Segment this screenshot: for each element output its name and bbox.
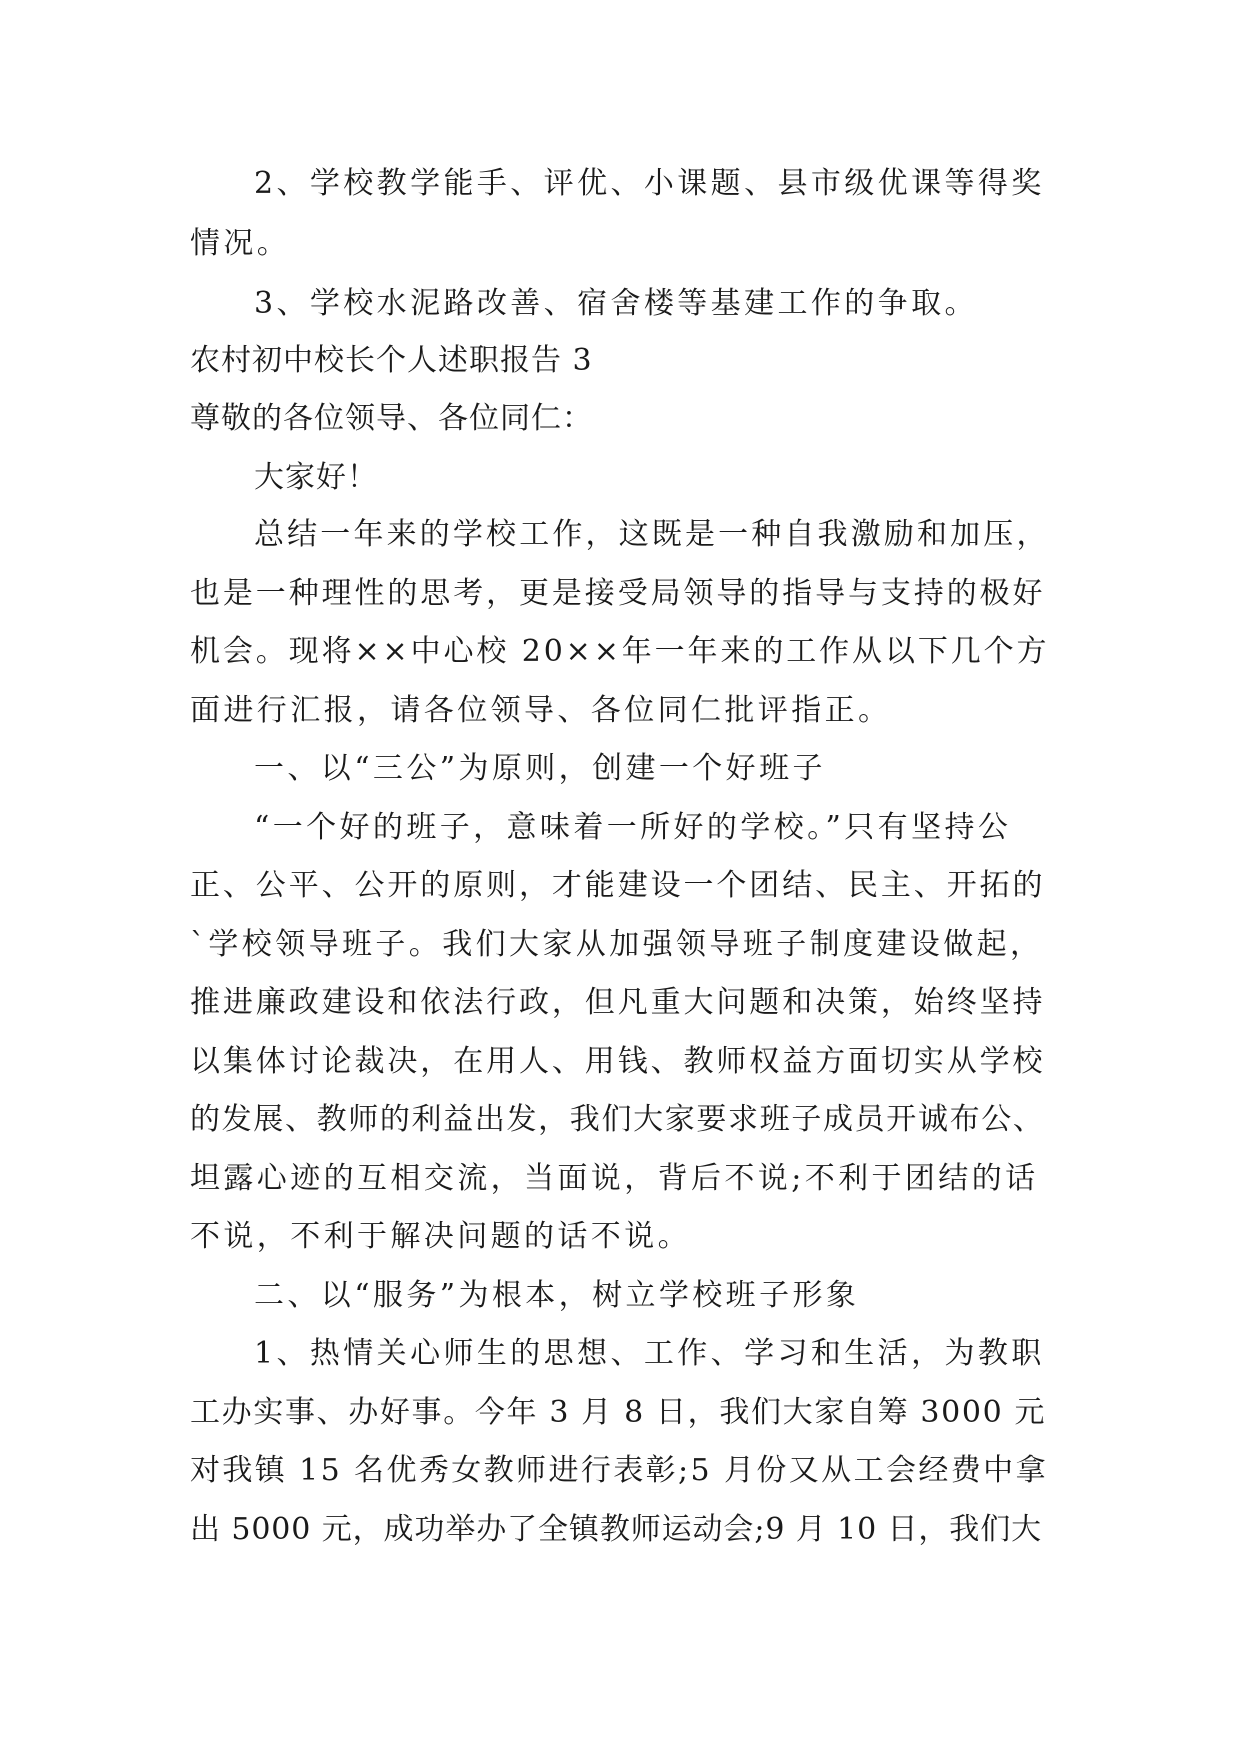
section-title: 农村初中校长个人述职报告 3	[190, 343, 593, 378]
paragraph-line: 以集体讨论裁决，在用人、用钱、教师权益方面切实从学校	[190, 1044, 1046, 1079]
paragraph-line: 2、学校教学能手、评优、小课题、县市级优课等得奖	[254, 166, 1045, 201]
paragraph-line: 情况。	[190, 226, 291, 261]
paragraph-line: 的发展、教师的利益出发，我们大家要求班子成员开诚布公、	[190, 1102, 1045, 1137]
paragraph-line: 推进廉政建设和依法行政，但凡重大问题和决策，始终坚持	[190, 985, 1046, 1020]
paragraph-line: 1、热情关心师生的思想、工作、学习和生活，为教职	[254, 1336, 1045, 1371]
paragraph-line: 也是一种理性的思考，更是接受局领导的指导与支持的极好	[190, 576, 1046, 611]
paragraph-line: 坦露心迹的互相交流，当面说，背后不说;不利于团结的话	[190, 1161, 1039, 1196]
paragraph-line: 出 5000 元，成功举办了全镇教师运动会;9 月 10 日，我们大	[190, 1512, 1042, 1547]
paragraph-line: 总结一年来的学校工作，这既是一种自我激励和加压，	[254, 517, 1050, 552]
greeting: 大家好！	[254, 460, 378, 495]
section-heading: 二、以“服务”为根本，树立学校班子形象	[254, 1278, 860, 1313]
paragraph-line: 3、学校水泥路改善、宿舍楼等基建工作的争取。	[254, 286, 978, 321]
salutation: 尊敬的各位领导、各位同仁：	[190, 401, 593, 436]
paragraph-line: 对我镇 15 名优秀女教师进行表彰;5 月份又从工会经费中拿	[190, 1453, 1048, 1488]
paragraph-line: 面进行汇报，请各位领导、各位同仁批评指正。	[190, 693, 892, 728]
section-heading: 一、以“三公”为原则，创建一个好班子	[254, 751, 826, 786]
paragraph-line: 不说，不利于解决问题的话不说。	[190, 1219, 691, 1254]
paragraph-line: 机会。现将××中心校 20××年一年来的工作从以下几个方	[190, 634, 1050, 669]
paragraph-line: `学校领导班子。我们大家从加强领导班子制度建设做起，	[190, 927, 1044, 962]
paragraph-line: “一个好的班子，意味着一所好的学校。”只有坚持公	[254, 810, 1012, 845]
paragraph-line: 正、公平、公开的原则，才能建设一个团结、民主、开拓的	[190, 868, 1046, 903]
paragraph-line: 工办实事、办好事。今年 3 月 8 日，我们大家自筹 3000 元	[190, 1395, 1047, 1430]
